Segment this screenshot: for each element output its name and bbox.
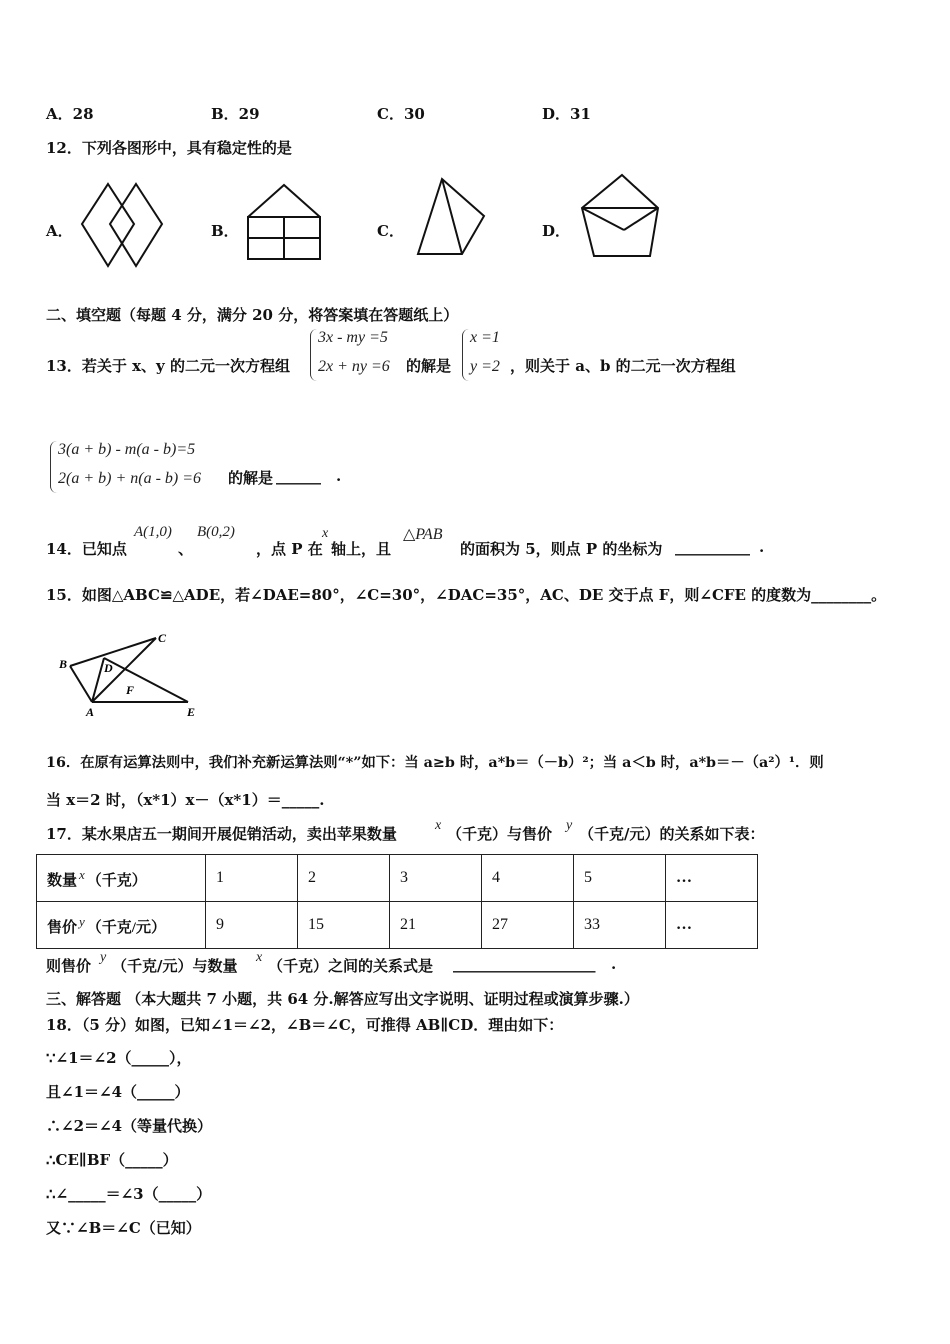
q14-x: x: [322, 526, 329, 541]
q15-label-a: A: [86, 705, 95, 719]
q18-line: ∴∠2＝∠4（等量代换）: [46, 1117, 213, 1135]
q13-eq3: 3(a + b) - m(a - b)=5: [58, 441, 196, 458]
q17-stem-c: （千克/元）的关系如下表：: [579, 825, 765, 843]
q16-line-2: 当 x＝2 时，（x*1）x－（x*1）＝_____.: [46, 791, 325, 809]
q14-text-4: 的面积为 5，则点 P 的坐标为: [460, 540, 663, 558]
table-cell: 3: [390, 855, 482, 902]
q18-line: ∴∠_____＝∠3（_____）: [46, 1185, 212, 1203]
q17-ask-y: y: [100, 950, 107, 965]
q14-text-1: 14．已知点: [46, 540, 127, 558]
q14-point-b: B(0,2): [197, 524, 235, 540]
q13-prefix: 13．若关于 x、y 的二元一次方程组: [46, 357, 290, 375]
table-cell: 21: [390, 902, 482, 949]
q13-sol1: x =1: [470, 329, 500, 346]
q12-label-a: A．: [46, 222, 73, 240]
q18-line: 且∠1＝∠4（_____）: [46, 1083, 190, 1101]
q13-eq4: 2(a + b) + n(a - b) =6: [58, 470, 202, 487]
q18-stem: 18．（5 分）如图，已知∠1＝∠2，∠B＝∠C，可推得 AB∥CD．理由如下：: [46, 1016, 564, 1034]
q13-eq1: 3x - my =5: [318, 329, 388, 346]
q17-stem-a: 17．某水果店五一期间开展促销活动，卖出苹果数量: [46, 825, 397, 843]
q17-stem-y: y: [566, 818, 573, 833]
q12-label-c: C．: [377, 222, 404, 240]
q13-brace-1: [310, 329, 317, 381]
q12-stem: 12．下列各图形中，具有稳定性的是: [46, 139, 292, 157]
q14-blank: __________: [675, 538, 750, 556]
q17-row2-header: 售价 y （千克/元）: [37, 902, 206, 949]
q13-brace-2: [462, 329, 469, 381]
q14-text-3: 轴上，且: [331, 540, 392, 558]
table-cell: …: [666, 902, 758, 949]
q11-option-d: D．31: [542, 105, 591, 123]
q14-triangle: △PAB: [403, 526, 443, 543]
table-cell: 2: [298, 855, 390, 902]
q12-label-b: B．: [211, 222, 239, 240]
q11-option-c: C．30: [377, 105, 425, 123]
q15-label-c: C: [158, 631, 167, 645]
section3-heading: 三、解答题 （本大题共 7 小题，共 64 分.解答应写出文字说明、证明过程或演算步骤.）: [46, 990, 639, 1008]
q17-table: [36, 854, 758, 949]
q12-label-d: D．: [542, 222, 571, 240]
q13-suffix: ，则关于 a、b 的二元一次方程组: [510, 357, 736, 375]
table-cell: 27: [482, 902, 574, 949]
table-cell: …: [666, 855, 758, 902]
q14-end: .: [759, 538, 765, 556]
table-cell: 1: [206, 855, 298, 902]
q15-label-d: D: [104, 661, 113, 675]
q17-ask-b: （千克/元）与数量: [112, 957, 238, 975]
q12-figure-c: [410, 176, 490, 260]
table-cell: 5: [574, 855, 666, 902]
q13-eq2: 2x + ny =6: [318, 358, 390, 375]
table-row: [37, 902, 758, 949]
q13-brace-3: [50, 441, 57, 493]
table-row: [37, 855, 758, 902]
q17-row1-header: 数量 x （千克）: [37, 855, 206, 902]
table-cell: 9: [206, 902, 298, 949]
q13-end: .: [336, 467, 342, 485]
table-cell: 33: [574, 902, 666, 949]
q14-sep: 、: [178, 540, 194, 558]
q12-figure-b: [244, 183, 324, 263]
q13-mid: 的解是: [406, 357, 452, 375]
q17-ask-end: .: [611, 955, 617, 973]
q17-ask-c: （千克）之间的关系式是: [268, 957, 434, 975]
q13-tail: 的解是: [228, 469, 274, 487]
q15-stem: 15．如图△ABC≌△ADE，若∠DAE=80°，∠C=30°，∠DAC=35°，AC、DE 交于点 F，则∠CFE 的度数为________。: [46, 586, 887, 604]
q14-point-a: A(1,0): [134, 524, 172, 540]
q17-stem-b: （千克）与售价: [447, 825, 553, 843]
q17-ask-blank: ___________________: [453, 955, 596, 973]
q18-line: 又∵∠B＝∠C（已知）: [46, 1219, 201, 1237]
q15-label-b: B: [59, 657, 68, 671]
q16-line-1: 16．在原有运算法则中，我们补充新运算法则“*”如下：当 a≥b 时，a*b＝（－b）²；当 a＜b 时，a*b＝－（a²）¹．则: [46, 755, 824, 771]
section2-heading: 二、填空题（每题 4 分，满分 20 分，将答案填在答题纸上）: [46, 306, 459, 324]
q13-sol2: y =2: [470, 358, 500, 375]
table-cell: 4: [482, 855, 574, 902]
q12-figure-a: [80, 182, 166, 272]
q15-label-f: F: [126, 683, 135, 697]
q11-option-b: B．29: [211, 105, 260, 123]
q12-figure-d: [578, 172, 662, 260]
q11-option-a: A．28: [46, 105, 94, 123]
q15-figure: [56, 628, 206, 720]
q17-stem-x: x: [435, 818, 442, 833]
q15-label-e: E: [187, 705, 196, 719]
table-cell: 15: [298, 902, 390, 949]
q17-ask-a: 则售价: [46, 957, 92, 975]
q18-line: ∴CE∥BF（_____）: [46, 1151, 178, 1169]
q14-text-2: ，点 P 在: [256, 540, 323, 558]
q17-ask-x: x: [256, 950, 263, 965]
q18-line: ∵∠1＝∠2（_____），: [46, 1049, 192, 1067]
q13-blank: ______: [276, 467, 321, 485]
